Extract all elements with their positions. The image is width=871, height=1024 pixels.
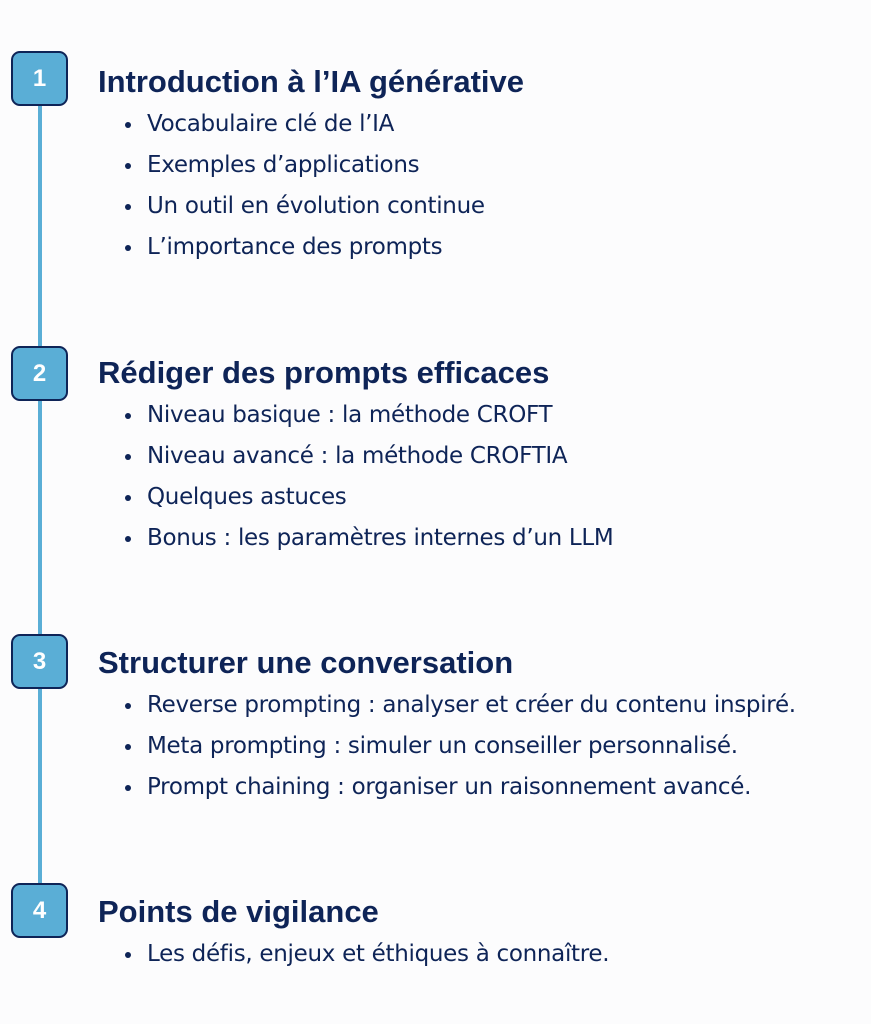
list-item: Vocabulaire clé de l’IA	[123, 104, 871, 145]
section-title: Rédiger des prompts efficaces	[98, 355, 550, 390]
timeline-line	[38, 78, 42, 908]
list-item: L’importance des prompts	[123, 227, 871, 268]
section-title: Points de vigilance	[98, 894, 379, 929]
bullet-list	[98, 685, 871, 808]
section-4	[98, 890, 871, 975]
bullet-list	[98, 934, 871, 975]
section-3	[98, 641, 871, 808]
list-item: Niveau basique : la méthode CROFT	[123, 395, 871, 436]
step-badge-2: 2	[11, 346, 68, 401]
list-item: Meta prompting : simuler un conseiller personnalisé.	[123, 726, 871, 767]
list-item: Reverse prompting : analyser et créer du contenu inspiré.	[123, 685, 871, 726]
list-item: Exemples d’applications	[123, 145, 871, 186]
step-badge-1: 1	[11, 51, 68, 106]
step-badge-3: 3	[11, 634, 68, 689]
list-item: Niveau avancé : la méthode CROFTIA	[123, 436, 871, 477]
section-title: Introduction à l’IA générative	[98, 64, 525, 99]
list-item: Un outil en évolution continue	[123, 186, 871, 227]
step-badge-4: 4	[11, 883, 68, 938]
bullet-list	[98, 104, 871, 268]
section-2	[98, 351, 871, 559]
list-item: Bonus : les paramètres internes d’un LLM	[123, 518, 871, 559]
section-title: Structurer une conversation	[98, 645, 514, 680]
bullet-list	[98, 395, 871, 559]
section-1	[98, 60, 871, 268]
list-item: Les défis, enjeux et éthiques à connaître.	[123, 934, 871, 975]
list-item: Prompt chaining : organiser un raisonnement avancé.	[123, 767, 871, 808]
list-item: Quelques astuces	[123, 477, 871, 518]
